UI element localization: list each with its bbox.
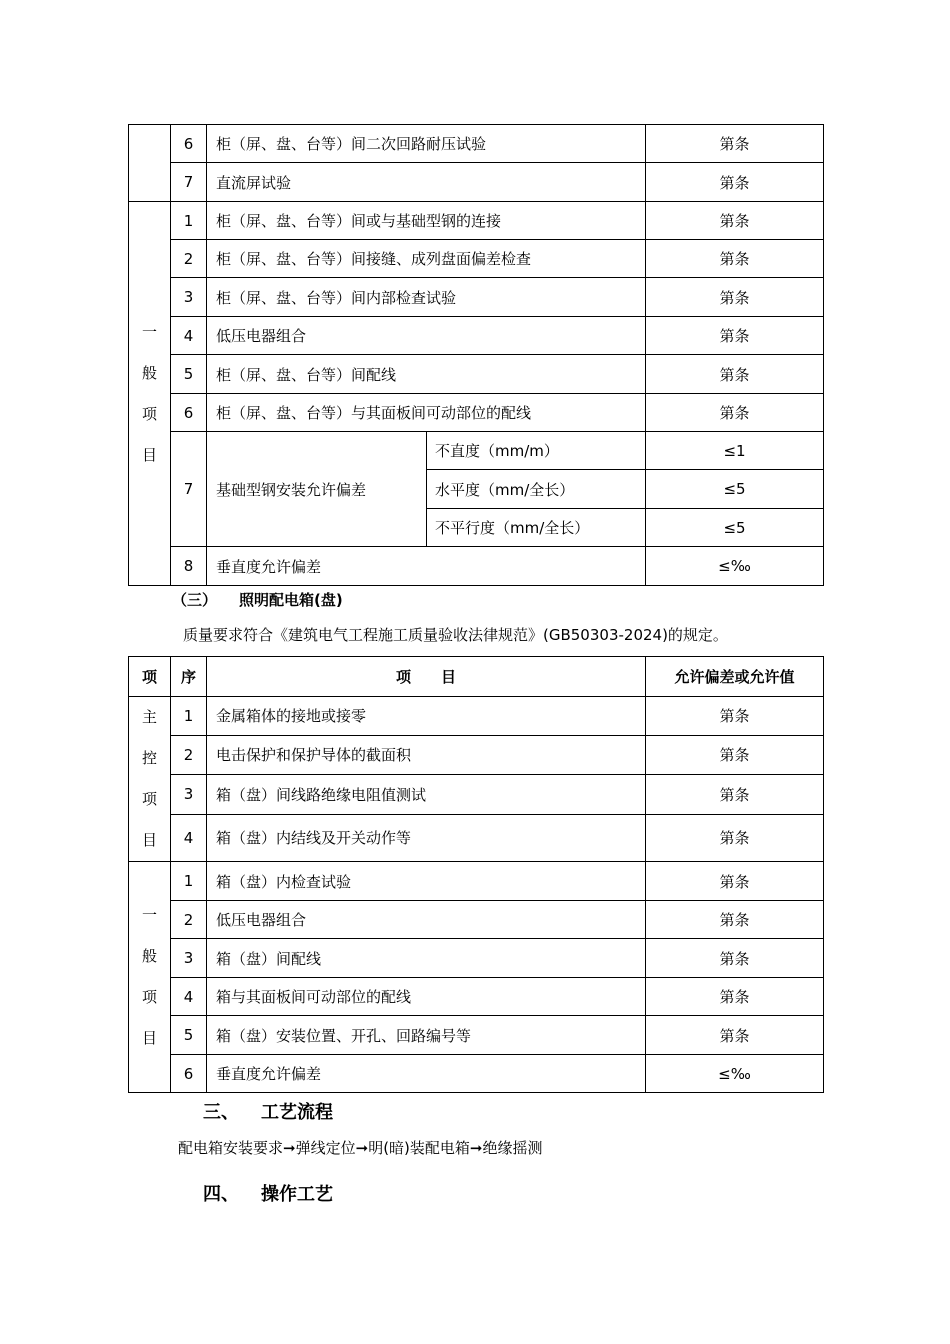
row-value: 第条 <box>646 978 824 1016</box>
table-row <box>129 547 824 586</box>
table-row <box>129 355 824 394</box>
table-row <box>129 814 824 861</box>
row-value: 第条 <box>646 317 824 355</box>
arrow-right-icon: ➞ <box>283 1139 296 1157</box>
row-item: 箱（盘）间线路绝缘电阻值测试 <box>207 774 646 814</box>
sub-item-label: 不平行度（mm/全长） <box>427 509 646 547</box>
row-value: 第条 <box>646 1016 824 1055</box>
row-item: 柜（屏、盘、台等）与其面板间可动部位的配线 <box>207 394 646 432</box>
row-number: 7 <box>171 163 207 202</box>
row-item: 箱（盘）内检查试验 <box>207 862 646 901</box>
category-char: 主 <box>141 708 157 726</box>
table-row <box>129 697 824 736</box>
row-number: 3 <box>171 939 207 978</box>
table-row <box>129 939 824 978</box>
row-value: ≤‰ <box>646 547 824 586</box>
row-number: 6 <box>171 125 207 163</box>
category-char: 目 <box>141 831 157 849</box>
row-value: 第条 <box>646 125 824 163</box>
row-item: 基础型钢安装允许偏差 <box>207 432 427 547</box>
table-header-row <box>129 657 824 697</box>
row-number: 5 <box>171 355 207 394</box>
table-row <box>129 202 824 240</box>
row-item: 箱（盘）内结线及开关动作等 <box>207 814 646 861</box>
row-number: 4 <box>171 978 207 1016</box>
category-char: 目 <box>141 445 157 464</box>
row-item: 柜（屏、盘、台等）间二次回路耐压试验 <box>207 125 646 163</box>
category-char: 项 <box>141 790 157 808</box>
category-char: 项 <box>141 404 157 423</box>
process-step: 配电箱安装要求 <box>178 1139 284 1157</box>
table-row <box>129 432 824 470</box>
row-number: 3 <box>171 774 207 814</box>
row-value: ≤1 <box>646 432 824 470</box>
header-sequence: 序 <box>171 657 207 697</box>
header-category: 项 <box>129 657 171 697</box>
table-row <box>129 240 824 278</box>
row-value: 第条 <box>646 862 824 901</box>
row-number: 1 <box>171 862 207 901</box>
row-item: 直流屏试验 <box>207 163 646 202</box>
process-heading <box>203 1098 333 1124</box>
row-number: 6 <box>171 394 207 432</box>
row-number: 4 <box>171 317 207 355</box>
row-value: 第条 <box>646 202 824 240</box>
row-value: 第条 <box>646 697 824 736</box>
category-char: 般 <box>141 363 157 382</box>
process-heading-title: 工艺流程 <box>261 1102 333 1123</box>
sub-item-label: 不直度（mm/m） <box>427 432 646 470</box>
row-value: 第条 <box>646 163 824 202</box>
table-row <box>129 1055 824 1093</box>
row-item: 垂直度允许偏差 <box>207 547 646 586</box>
section-number: （三） <box>172 591 218 609</box>
table-row <box>129 862 824 901</box>
table-panel-inspection <box>128 124 824 586</box>
row-number: 1 <box>171 202 207 240</box>
operation-heading-number: 四、 <box>203 1184 239 1205</box>
row-number: 2 <box>171 735 207 774</box>
row-value: 第条 <box>646 735 824 774</box>
row-number: 5 <box>171 1016 207 1055</box>
section-heading <box>172 589 343 610</box>
row-value: ≤5 <box>646 509 824 547</box>
table-row <box>129 901 824 939</box>
sub-item-label: 水平度（mm/全长） <box>427 470 646 509</box>
row-value: 第条 <box>646 901 824 939</box>
row-value: 第条 <box>646 278 824 317</box>
category-char: 般 <box>141 947 157 965</box>
table-row <box>129 278 824 317</box>
category-general-items <box>129 862 171 1093</box>
row-value: 第条 <box>646 394 824 432</box>
header-value: 允许偏差或允许值 <box>646 657 824 697</box>
process-step: 弹线定位 <box>295 1139 356 1157</box>
header-item: 项 目 <box>207 657 646 697</box>
row-item: 箱（盘）间配线 <box>207 939 646 978</box>
category-main-control <box>129 697 171 862</box>
row-number: 7 <box>171 432 207 547</box>
row-item: 柜（屏、盘、台等）间接缝、成列盘面偏差检查 <box>207 240 646 278</box>
process-heading-number: 三、 <box>203 1102 239 1123</box>
row-number: 1 <box>171 697 207 736</box>
process-step: 绝缘摇测 <box>482 1139 543 1157</box>
requirement-text: 质量要求符合《建筑电气工程施工质量验收法律规范》(GB50303-2024)的规定。 <box>183 626 728 644</box>
table-row <box>129 317 824 355</box>
category-char: 项 <box>141 988 157 1006</box>
operation-heading <box>203 1180 333 1206</box>
row-number: 4 <box>171 814 207 861</box>
table-row <box>129 978 824 1016</box>
table-lighting-box <box>128 656 824 1093</box>
row-value: 第条 <box>646 814 824 861</box>
row-number: 6 <box>171 1055 207 1093</box>
row-item: 低压电器组合 <box>207 901 646 939</box>
category-char: 目 <box>141 1029 157 1047</box>
row-number: 8 <box>171 547 207 586</box>
table-row <box>129 125 824 163</box>
category-char: 一 <box>141 322 157 341</box>
arrow-right-icon: ➞ <box>355 1139 369 1157</box>
category-cell-continued <box>129 125 171 202</box>
row-item: 电击保护和保护导体的截面积 <box>207 735 646 774</box>
row-item: 箱与其面板间可动部位的配线 <box>207 978 646 1016</box>
row-number: 2 <box>171 901 207 939</box>
row-value: 第条 <box>646 355 824 394</box>
row-item: 低压电器组合 <box>207 317 646 355</box>
operation-heading-title: 操作工艺 <box>261 1184 333 1205</box>
row-number: 3 <box>171 278 207 317</box>
row-item: 柜（屏、盘、台等）间内部检查试验 <box>207 278 646 317</box>
row-item: 金属箱体的接地或接零 <box>207 697 646 736</box>
category-general-items <box>129 202 171 586</box>
category-char: 控 <box>141 749 157 767</box>
row-value: ≤‰ <box>646 1055 824 1093</box>
row-value: 第条 <box>646 939 824 978</box>
row-item: 箱（盘）安装位置、开孔、回路编号等 <box>207 1016 646 1055</box>
row-number: 2 <box>171 240 207 278</box>
row-item: 柜（屏、盘、台等）间配线 <box>207 355 646 394</box>
table-row <box>129 394 824 432</box>
category-char: 一 <box>141 906 157 924</box>
row-value: ≤5 <box>646 470 824 509</box>
row-item: 柜（屏、盘、台等）间或与基础型钢的连接 <box>207 202 646 240</box>
row-value: 第条 <box>646 774 824 814</box>
row-item: 垂直度允许偏差 <box>207 1055 646 1093</box>
table-row <box>129 1016 824 1055</box>
row-value: 第条 <box>646 240 824 278</box>
arrow-right-icon: ➞ <box>469 1139 483 1157</box>
process-step: 明(暗)装配电箱 <box>368 1139 470 1157</box>
table-row <box>129 735 824 774</box>
table-row <box>129 774 824 814</box>
section-title: 照明配电箱(盘) <box>239 591 343 609</box>
table-row <box>129 163 824 202</box>
process-flow <box>178 1137 543 1158</box>
